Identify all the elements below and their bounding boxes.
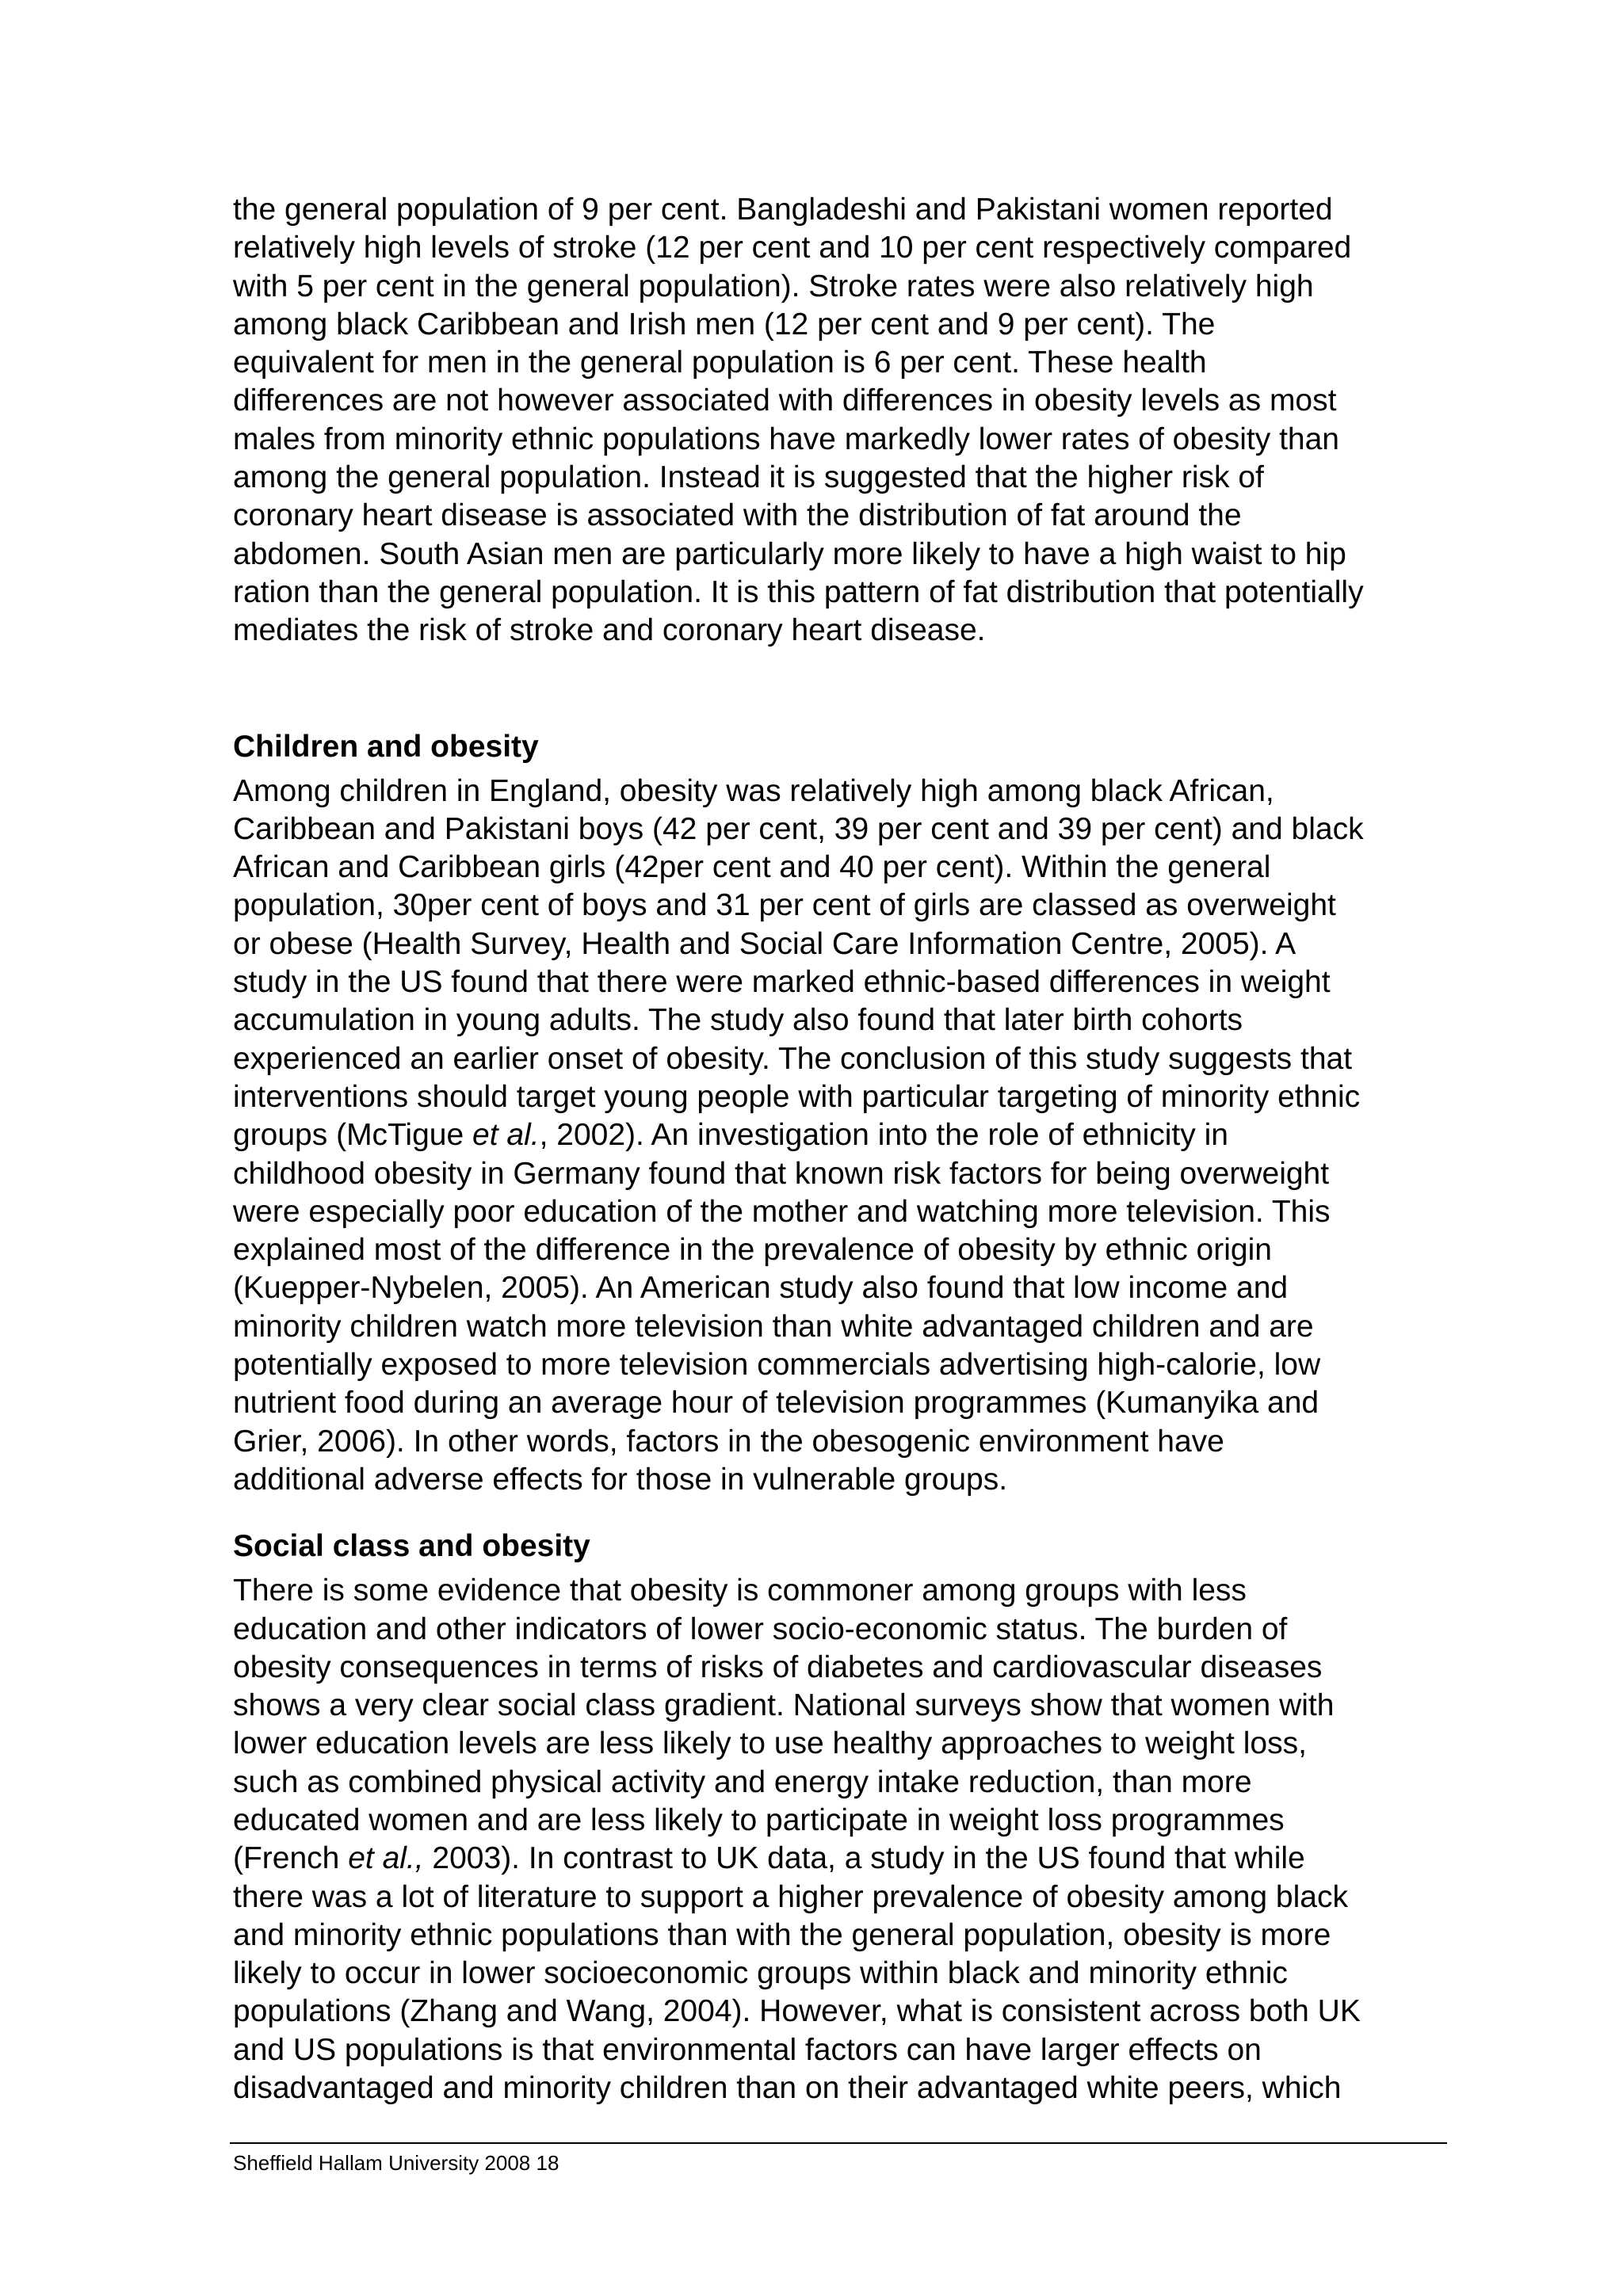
text-line: with 5 per cent in the general population). Stroke rates were also relatively high bbox=[233, 269, 1314, 303]
text-line: study in the US found that there were marked ethnic-based differences in weight bbox=[233, 965, 1331, 1000]
text-line: and US populations is that environmental factors can have larger effects on bbox=[233, 2032, 1262, 2067]
text-line: were especially poor education of the mother and watching more television. This bbox=[233, 1194, 1331, 1229]
text-line: childhood obesity in Germany found that known risk factors for being overweight bbox=[233, 1156, 1330, 1191]
text-line: potentially exposed to more television commercials advertising high-calorie, low bbox=[233, 1348, 1321, 1383]
text-line: Caribbean and Pakistani boys (42 per cent, 39 per cent and 39 per cent) and black bbox=[233, 811, 1364, 846]
text-line: such as combined physical activity and energy intake reduction, than more bbox=[233, 1764, 1252, 1799]
footer-divider bbox=[230, 2142, 1447, 2144]
text-line: accumulation in young adults. The study also found that later birth cohorts bbox=[233, 1003, 1243, 1038]
text-line: mediates the risk of stroke and coronary heart disease. bbox=[233, 613, 986, 648]
paragraph-stroke-rates bbox=[233, 191, 1445, 650]
text-line: population, 30per cent of boys and 31 per cent of girls are classed as overweight bbox=[233, 888, 1336, 923]
paragraph-social-class-obesity bbox=[233, 1572, 1445, 2107]
text-line: educated women and are less likely to participate in weight loss programmes bbox=[233, 1802, 1285, 1837]
text-line: ration than the general population. It is this pattern of fat distribution that potentially bbox=[233, 574, 1364, 609]
page-body bbox=[233, 191, 1445, 2107]
text-line: and minority ethnic populations than with the general population, obesity is more bbox=[233, 1917, 1331, 1952]
section-heading-children-obesity: Children and obesity bbox=[233, 729, 539, 764]
text-line: minority children watch more television than white advantaged children and are bbox=[233, 1309, 1314, 1344]
paragraph-children-obesity bbox=[233, 772, 1445, 1500]
text-line: obesity consequences in terms of risks of diabetes and cardiovascular diseases bbox=[233, 1650, 1323, 1684]
text-line: relatively high levels of stroke (12 per cent and 10 per cent respectively compared bbox=[233, 231, 1352, 265]
text-line: African and Caribbean girls (42per cent and 40 per cent). Within the general bbox=[233, 850, 1271, 885]
text-line: populations (Zhang and Wang, 2004). However, what is consistent across both UK bbox=[233, 1994, 1361, 2029]
text-line: there was a lot of literature to support a higher prevalence of obesity among black bbox=[233, 1879, 1348, 1914]
text-line: coronary heart disease is associated with the distribution of fat around the bbox=[233, 498, 1242, 533]
text-line bbox=[233, 1840, 1445, 1878]
text-line: differences are not however associated with differences in obesity levels as most bbox=[233, 383, 1337, 418]
italic-citation: et al. bbox=[472, 1118, 540, 1153]
text-line: There is some evidence that obesity is commoner among groups with less bbox=[233, 1573, 1247, 1608]
text-line: males from minority ethnic populations have markedly lower rates of obesity than bbox=[233, 421, 1339, 456]
text-line: experienced an earlier onset of obesity. The conclusion of this study suggests that bbox=[233, 1041, 1353, 1076]
text-line: the general population of 9 per cent. Bangladeshi and Pakistani women reported bbox=[233, 193, 1333, 227]
text-line: Grier, 2006). In other words, factors in the obesogenic environment have bbox=[233, 1424, 1224, 1459]
text-line: likely to occur in lower socioeconomic groups within black and minority ethnic bbox=[233, 1956, 1288, 1991]
text-line: nutrient food during an average hour of television programmes (Kumanyika and bbox=[233, 1386, 1319, 1421]
text-line: explained most of the difference in the prevalence of obesity by ethnic origin bbox=[233, 1233, 1272, 1268]
text-line: shows a very clear social class gradient. National surveys show that women with bbox=[233, 1688, 1335, 1723]
text-line: disadvantaged and minority children than on their advantaged white peers, which bbox=[233, 2071, 1342, 2106]
text-line: equivalent for men in the general population is 6 per cent. These health bbox=[233, 345, 1207, 380]
text-line: lower education levels are less likely to use healthy approaches to weight loss, bbox=[233, 1726, 1307, 1761]
text-run: 2003). In contrast to UK data, a study in the US found that while bbox=[423, 1841, 1305, 1876]
text-run: (French bbox=[233, 1841, 349, 1876]
text-run: , 2002). An investigation into the role of ethnicity in bbox=[539, 1118, 1228, 1153]
text-line: education and other indicators of lower socio-economic status. The burden of bbox=[233, 1611, 1288, 1646]
text-line: or obese (Health Survey, Health and Social Care Information Centre, 2005). A bbox=[233, 926, 1296, 961]
text-line: (Kuepper-Nybelen, 2005). An American study also found that low income and bbox=[233, 1271, 1289, 1306]
page-footer: Sheffield Hallam University 2008 18 bbox=[233, 2151, 559, 2175]
text-line: abdomen. South Asian men are particularly more likely to have a high waist to hip bbox=[233, 536, 1346, 571]
text-line: among black Caribbean and Irish men (12 per cent and 9 per cent). The bbox=[233, 307, 1216, 341]
text-line: additional adverse effects for those in vulnerable groups. bbox=[233, 1462, 1008, 1497]
text-line: Among children in England, obesity was relatively high among black African, bbox=[233, 773, 1274, 808]
text-line: among the general population. Instead it is suggested that the higher risk of bbox=[233, 460, 1264, 495]
italic-citation: et al., bbox=[348, 1841, 424, 1876]
text-run: groups (McTigue bbox=[233, 1118, 473, 1153]
section-heading-social-class-obesity: Social class and obesity bbox=[233, 1529, 590, 1564]
text-line: interventions should target young people with particular targeting of minority ethnic bbox=[233, 1079, 1361, 1114]
text-line bbox=[233, 1116, 1445, 1154]
